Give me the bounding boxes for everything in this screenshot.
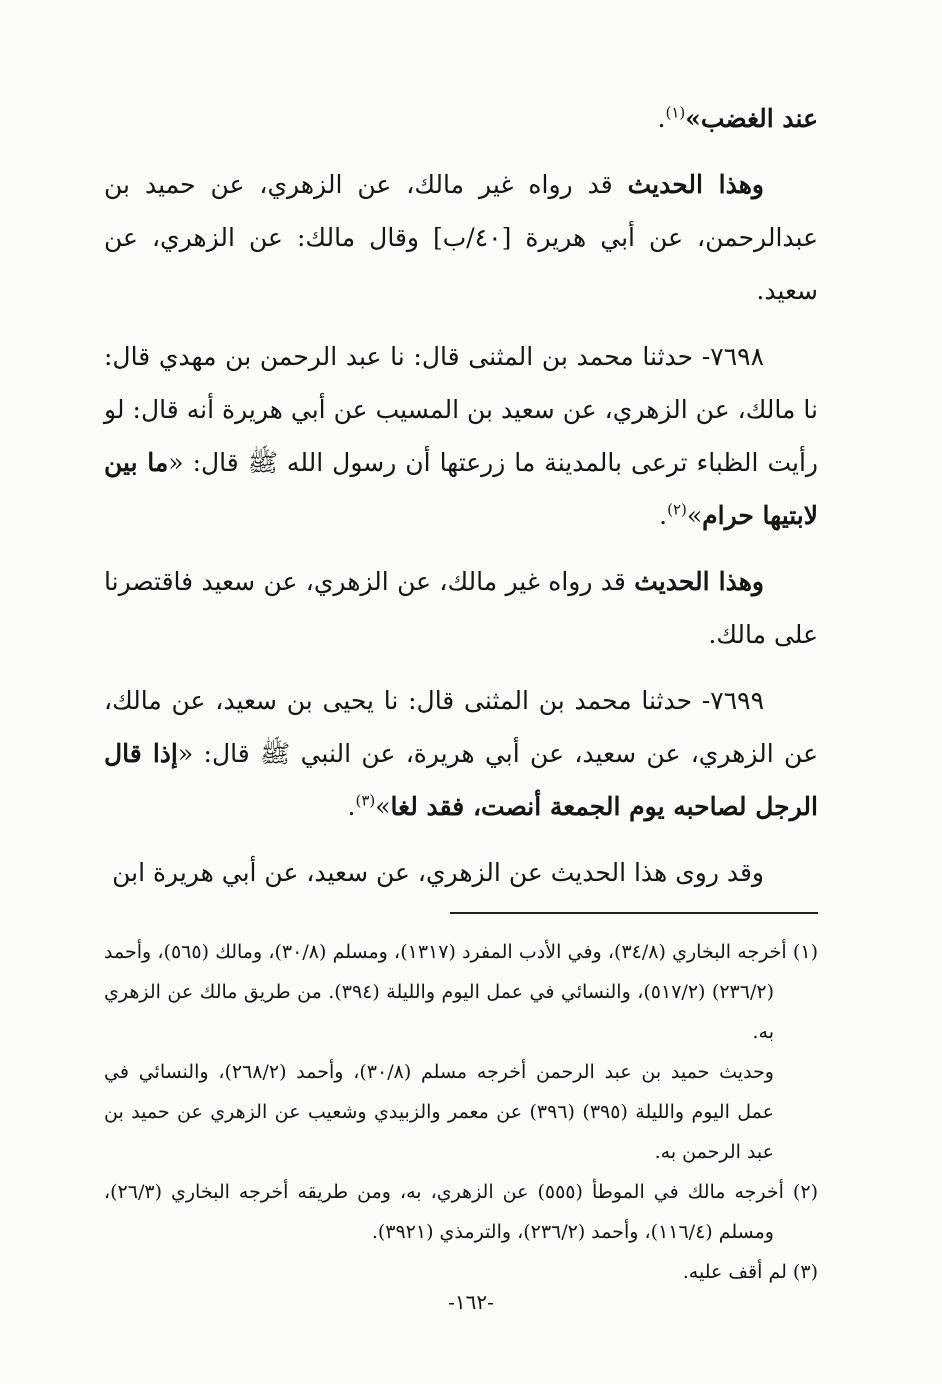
page-body [104,92,818,1292]
footnotes [104,932,818,1292]
bold-text: وهذا الحديث [627,170,765,199]
hadith-7699 [104,674,818,833]
footnote-3: (٣) لم أقف عليه. [682,1261,818,1283]
punctuation: . [659,501,668,530]
page-number: -١٦٢- [448,1290,494,1314]
paragraph-text: قد رواه غير مالك، عن الزهري، عن حميد بن عبدالرحمن، عن أبي هريرة [٤٠/ب] وقال مالك: عن الزهري، عن سعيد. [104,170,818,305]
footnote-ref-3: (٣) [355,791,376,810]
quote-close: » [686,501,703,530]
paragraph-2 [104,158,818,317]
footnote-2: (٢) أخرجه مالك في الموطأ (٥٥٥) عن الزهري، به، ومن طريقه أخرجه البخاري (٢٦/٣)، ومسلم (١١٦/٤)، وأحمد (٢٣٦/٢)، والترمذي (٣٩٢١). [104,1181,818,1243]
bold-text: وهذا الحديث [634,567,764,596]
paragraph-text: ٧٦٩٩- حدثنا محمد بن المثنى قال: نا يحيى بن سعيد، عن مالك، عن الزهري، عن سعيد، عن أبي هريرة، عن النبي ﷺ قال: « [104,686,818,768]
paragraph-text: قد رواه غير مالك، عن الزهري، عن سعيد فاقتصرنا على مالك. [104,567,818,649]
hadith-7698 [104,330,818,542]
paragraph-1 [104,92,818,145]
footnote-divider [450,912,818,914]
paragraph-6 [104,846,818,899]
footnote-1: (١) أخرجه البخاري (٣٤/٨)، وفي الأدب المفرد (١٣١٧)، ومسلم (٣٠/٨)، ومالك (٥٦٥)، وأحمد (٢٣٦/٢) (٥١٧/٢)، والنسائي في عمل اليوم والليلة (٣٩٤). من طريق مالك عن الزهري به. [104,941,818,1043]
paragraph-text: ٧٦٩٨- حدثنا محمد بن المثنى قال: نا عبد الرحمن بن مهدي قال: نا مالك، عن الزهري، عن سعيد بن المسيب عن أبي هريرة أنه قال: لو رأيت الظباء ترعى بالمدينة ما زرعتها أن رسول الله ﷺ قال: « [104,342,818,477]
bold-text: ما بين لابتيها حرام [104,448,818,530]
main-text [104,92,818,899]
quote-close: » [375,792,391,821]
punctuation: . [657,104,666,133]
bold-text: إذا قال الرجل لصاحبه يوم الجمعة أنصت، فقد لغا [104,739,818,821]
paragraph-4 [104,555,818,661]
footnote-1-continued: وحديث حميد بن عبد الرحمن أخرجه مسلم (٣٠/٨)، وأحمد (٢٦٨/٢)، والنسائي في عمل اليوم والليلة (٣٩٥) (٣٩٦) عن معمر والزبيدي وشعيب عن الزهري عن حميد بن عبد الرحمن به. [104,1061,774,1163]
footnote-ref-2: (٢) [667,500,687,519]
paragraph-text: وقد روى هذا الحديث عن الزهري، عن سعيد، عن أبي هريرة ابن [112,858,764,887]
footnote-ref-1: (١) [665,103,686,122]
bold-text: عند الغضب» [685,104,818,133]
punctuation: . [347,792,356,821]
